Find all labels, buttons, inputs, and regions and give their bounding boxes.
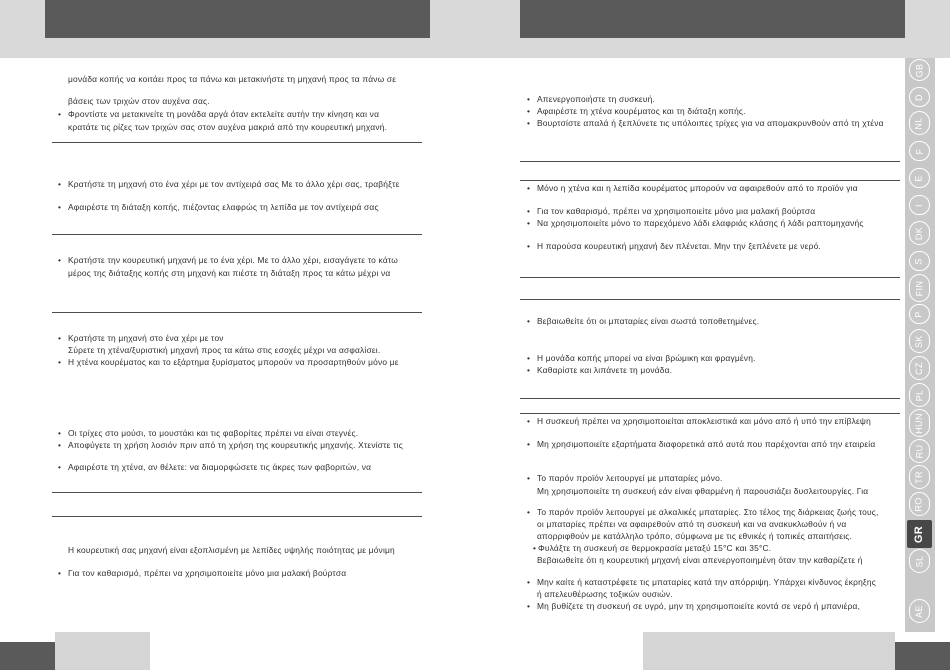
- bullet-item: • Αφαιρέστε τη χτένα κουρέματος και τη διάταξη κοπής.: [537, 106, 746, 116]
- footer-block-light-right: [643, 632, 895, 670]
- text-line: Βεβαιωθείτε ότι η κουρευτική μηχανή είναι απενεργοποιημένη όταν την καθαρίζετε ή: [537, 555, 863, 565]
- bullet-item: • Κρατήστε τη μηχανή στο ένα χέρι με τον: [68, 333, 224, 343]
- text-line: απορριφθούν με κατάλληλο τρόπο, σύμφωνα με τις εθνικές ή τοπικές απαιτήσεις.: [537, 531, 853, 541]
- language-tab-i: [909, 195, 930, 215]
- language-tab-label: SL: [914, 555, 924, 567]
- bullet-item: • Φυλάξτε τη συσκευή σε θερμοκρασία μεταξύ 15°C και 35°C.: [538, 543, 771, 553]
- language-tab-sk: [909, 329, 930, 353]
- footer-block-dark-right: [895, 642, 950, 670]
- language-tab-label: I: [914, 203, 924, 207]
- bullet-item: • Μη βυθίζετε τη συσκευή σε υγρό, μην τη χρησιμοποιείτε κοντά σε νερό ή μπανιέρα,: [537, 601, 860, 611]
- section-divider: [520, 180, 900, 181]
- language-tab-s: [909, 251, 930, 271]
- bullet-item: • Η μονάδα κοπής μπορεί να είναι βρώμικη και φραγμένη.: [537, 353, 756, 363]
- language-tab-tr: [909, 465, 930, 489]
- language-tab-label: GB: [914, 63, 924, 77]
- language-tab-fin: [909, 274, 930, 302]
- section-divider: [52, 234, 422, 235]
- language-tab-gr: [907, 520, 932, 548]
- language-tab-nl: [909, 111, 930, 135]
- bullet-item: • Βεβαιωθείτε ότι οι μπαταρίες είναι σωστά τοποθετημένες.: [537, 316, 759, 326]
- bullet-item: • Κρατήστε τη μηχανή στο ένα χέρι με τον αντίχειρά σας Με το άλλο χέρι σας, τραβήξτε: [68, 179, 400, 189]
- language-tab-label: DK: [914, 226, 924, 240]
- text-line: Η κουρευτική σας μηχανή είναι εξοπλισμένη με λεπίδες υψηλής ποιότητας με μόνιμη: [68, 545, 395, 555]
- language-tab-label: CZ: [914, 361, 924, 375]
- section-divider: [520, 413, 900, 414]
- language-tab-label: AE: [914, 604, 924, 618]
- text-line: μονάδα κοπής να κοιτάει προς τα πάνω και μετακινήστε τη μηχανή προς τα πάνω σε: [68, 74, 397, 84]
- bullet-item: • Βουρτσίστε απαλά ή ξεπλύνετε τις υπόλοιπες τρίχες για να απομακρυνθούν από τη χτένα: [537, 118, 884, 128]
- text-line: κρατάτε τις ρίζες των τριχών σας στον αυχένα μακριά από την κουρευτική μηχανή.: [68, 122, 388, 132]
- language-tab-label: RU: [914, 444, 924, 458]
- bullet-item: • Αποφύγετε τη χρήση λοσιόν πριν από τη χρήση της κουρευτικής μηχανής. Χτενίστε τις: [68, 440, 403, 450]
- bullet-item: • Μη χρησιμοποιείτε εξαρτήματα διαφορετικά από αυτά που παρέχονται από την εταιρεία: [537, 439, 875, 449]
- footer-block-dark-left: [0, 642, 55, 670]
- section-divider: [520, 398, 900, 399]
- bullet-item: • Να χρησιμοποιείτε μόνο το παρεχόμενο λάδι ελαφριάς κλάσης ή λάδι ραπτομηχανής: [537, 218, 864, 228]
- bullet-item: • Για τον καθαρισμό, πρέπει να χρησιμοποιείτε μόνο μια μαλακή βούρτσα: [537, 206, 815, 216]
- language-tab-p: [909, 304, 930, 324]
- language-tab-label: E: [914, 174, 924, 182]
- language-tab-ru: [909, 439, 930, 463]
- language-tab-label: SK: [914, 334, 924, 348]
- bullet-item: • Απενεργοποιήστε τη συσκευή.: [537, 94, 655, 104]
- section-divider: [52, 142, 422, 143]
- text-line: μέρος της διάταξης κοπής στη μηχανή και πιέστε τη διάταξη προς τα κάτω μέχρι να: [68, 268, 391, 278]
- language-tab-label: FIN: [913, 280, 924, 296]
- language-tab-label: RO: [914, 496, 924, 512]
- language-tab-cz: [909, 356, 930, 380]
- section-divider: [520, 299, 900, 300]
- section-divider: [52, 516, 422, 517]
- language-tab-dk: [909, 221, 930, 245]
- text-line: βάσεις των τριχών στον αυχένα σας.: [68, 96, 210, 106]
- section-divider: [520, 161, 900, 162]
- language-tab-ro: [909, 492, 930, 516]
- footer-block-light-left: [55, 632, 150, 670]
- language-tab-pl: [909, 383, 930, 407]
- language-tab-label: S: [914, 257, 924, 265]
- bullet-item: • Κρατήστε την κουρευτική μηχανή με το ένα χέρι. Με το άλλο χέρι, εισαγάγετε το κάτω: [68, 255, 398, 265]
- language-tab-label: D: [914, 93, 924, 101]
- language-tab-label: PL: [914, 389, 924, 401]
- text-line: Σύρετε τη χτένα/ξυριστική μηχανή προς τα κάτω στις εσοχές μέχρι να ασφαλίσει.: [68, 345, 381, 355]
- language-tab-label: NL: [914, 116, 924, 130]
- bullet-item: • Οι τρίχες στο μούσι, το μουστάκι και τις φαβορίτες πρέπει να είναι στεγνές.: [68, 428, 358, 438]
- language-tab-sl: [909, 549, 930, 573]
- bullet-item: • Η συσκευή πρέπει να χρησιμοποιείται αποκλειστικά και μόνο από ή υπό την επίβλεψη: [537, 416, 871, 426]
- bullet-item: • Για τον καθαρισμό, πρέπει να χρησιμοποιείτε μόνο μια μαλακή βούρτσα: [68, 568, 346, 578]
- page-right: [475, 0, 903, 632]
- language-tab-gb: [909, 59, 930, 81]
- language-tab-label: HUN: [914, 412, 925, 434]
- page-left: [0, 0, 470, 632]
- bullet-item: • Η παρούσα κουρευτική μηχανή δεν πλένεται. Μην την ξεπλένετε με νερό.: [537, 241, 821, 251]
- bullet-item: • Μην καίτε ή καταστρέφετε τις μπαταρίες κατά την απόρριψη. Υπάρχει κίνδυνος έκρηξης: [537, 577, 876, 587]
- bullet-item: • Το παρόν προϊόν λειτουργεί με μπαταρίες μόνο.: [537, 473, 723, 483]
- language-tab-f: [909, 141, 930, 161]
- bullet-item: • Το παρόν προϊόν λειτουργεί με αλκαλικές μπαταρίες. Στο τέλος της διάρκειας ζωής τους,: [537, 507, 879, 517]
- bullet-item: • Φροντίστε να μετακινείτε τη μονάδα αργά όταν εκτελείτε αυτήν την κίνηση και να: [68, 109, 379, 119]
- section-divider: [520, 277, 900, 278]
- bullet-item: • Καθαρίστε και λιπάνετε τη μονάδα.: [537, 365, 672, 375]
- language-tab-d: [909, 87, 930, 107]
- language-strip: [905, 58, 935, 632]
- bullet-item: • Αφαιρέστε τη χτένα, αν θέλετε: να διαμορφώσετε τις άκρες των φαβοριτών, να: [68, 462, 371, 472]
- bullet-item: • Η χτένα κουρέματος και το εξάρτημα ξυρίσματος μπορούν να προσαρτηθούν μόνο με: [68, 357, 399, 367]
- section-divider: [52, 312, 422, 313]
- language-tab-label: TR: [914, 470, 924, 484]
- text-line: οι μπαταρίες πρέπει να αφαιρεθούν από τη συσκευή και να ανακυκλωθούν ή να: [537, 519, 847, 529]
- language-tab-ae: [909, 599, 930, 623]
- section-divider: [52, 492, 422, 493]
- language-tab-label: GR: [913, 525, 925, 543]
- text-line: Μη χρησιμοποιείτε τη συσκευή εάν είναι φθαρμένη ή παρουσιάζει δυσλειτουργίες. Για: [537, 486, 869, 496]
- language-tab-e: [909, 168, 930, 188]
- language-tab-label: F: [914, 148, 924, 154]
- language-tab-label: P: [914, 310, 924, 318]
- text-line: ή απελευθέρωσης τοξικών ουσιών.: [537, 589, 673, 599]
- language-tab-hun: [909, 409, 930, 437]
- bullet-item: • Μόνο η χτένα και η λεπίδα κουρέματος μπορούν να αφαιρεθούν από το προϊόν για: [537, 183, 858, 193]
- bullet-item: • Αφαιρέστε τη διάταξη κοπής, πιέζοντας ελαφρώς τη λεπίδα με τον αντίχειρά σας: [68, 202, 379, 212]
